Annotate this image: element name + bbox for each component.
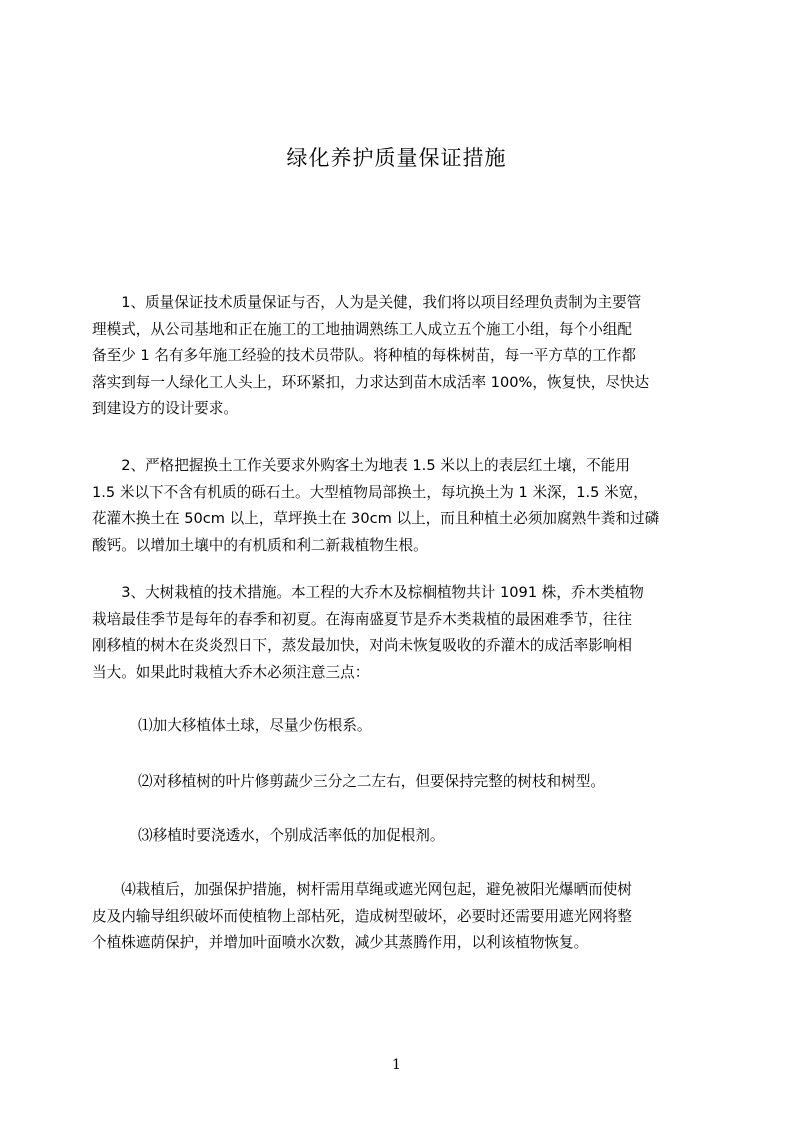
paragraph-4	[92, 877, 716, 957]
paragraph-line: 刚移植的树木在炎炎烈日下，蒸发最加快，对尚未恢复吸收的乔灌木的成活率影响相	[92, 637, 632, 654]
list-item: ⑵对移植树的叶片修剪蔬少三分之二左右，但要保持完整的树枝和树型。	[138, 773, 606, 790]
page-number: 1	[392, 1057, 401, 1073]
paragraph-1	[92, 290, 716, 423]
paragraph-line: 当大。如果此时栽植大乔木必须注意三点：	[92, 663, 370, 681]
paragraph-line: ⑷栽植后，加强保护措施，树杆需用草绳或遮光网包起，避免被阳光爆晒而使树	[92, 881, 632, 898]
paragraph-line: 皮及内输导组织破坏而使植物上部枯死，造成树型破坏，必要时还需要用遮光网将整	[92, 907, 632, 925]
paragraph-line: 1.5 米以下不含有机质的砾石土。大型植物局部换土，每坑换土为 1 米深，1.5 米宽，	[92, 483, 648, 501]
paragraph-2	[92, 453, 716, 559]
paragraph-line: 落实到每一人绿化工人头上，环环紧扣，力求达到苗木成活率 100%，恢复快，尽快达	[92, 373, 650, 391]
paragraph-line: 备至少 1 名有多年施工经验的技术员带队。将种植的每株树苗，每一平方草的工作都	[92, 347, 636, 364]
paragraph-line: 酸钙。以增加土壤中的有机质和利二新栽植物生根。	[92, 536, 428, 554]
paragraph-line: 1、质量保证技术质量保证与否，人为是关健，我们将以项目经理负责制为主要管	[92, 294, 642, 311]
paragraph-line: 个植株遮荫保护，并增加叶面喷水次数，减少其蒸腾作用，以利该植物恢复。	[92, 934, 589, 951]
document-title: 绿化养护质量保证措施	[286, 146, 507, 170]
paragraph-line: 到建设方的设计要求。	[92, 400, 238, 417]
list-item: ⑶移植时要浇透水，个别成活率低的加促根剂。	[138, 827, 445, 844]
paragraph-line: 栽培最佳季节是每年的春季和初夏。在海南盛夏节是乔木类栽植的最困难季节，往往	[92, 610, 632, 628]
paragraph-line: 花灌木换土在 50cm 以上，草坪换土在 30cm 以上，而且种植土必须加腐熟牛粪和过磷	[92, 510, 660, 527]
list-item: ⑴加大移植体土球，尽量少伤根系。	[138, 717, 372, 734]
paragraph-line: 3、大树栽植的技术措施。本工程的大乔木及棕榈植物共计 1091 株，乔木类植物	[92, 584, 644, 601]
paragraph-3	[92, 580, 716, 686]
paragraph-line: 理模式，从公司基地和正在施工的工地抽调熟练工人成立五个施工小组，每个小组配	[92, 320, 632, 338]
paragraph-line: 2、严格把握换土工作关要求外购客土为地表 1.5 米以上的表层红土壤，不能用	[92, 457, 630, 474]
